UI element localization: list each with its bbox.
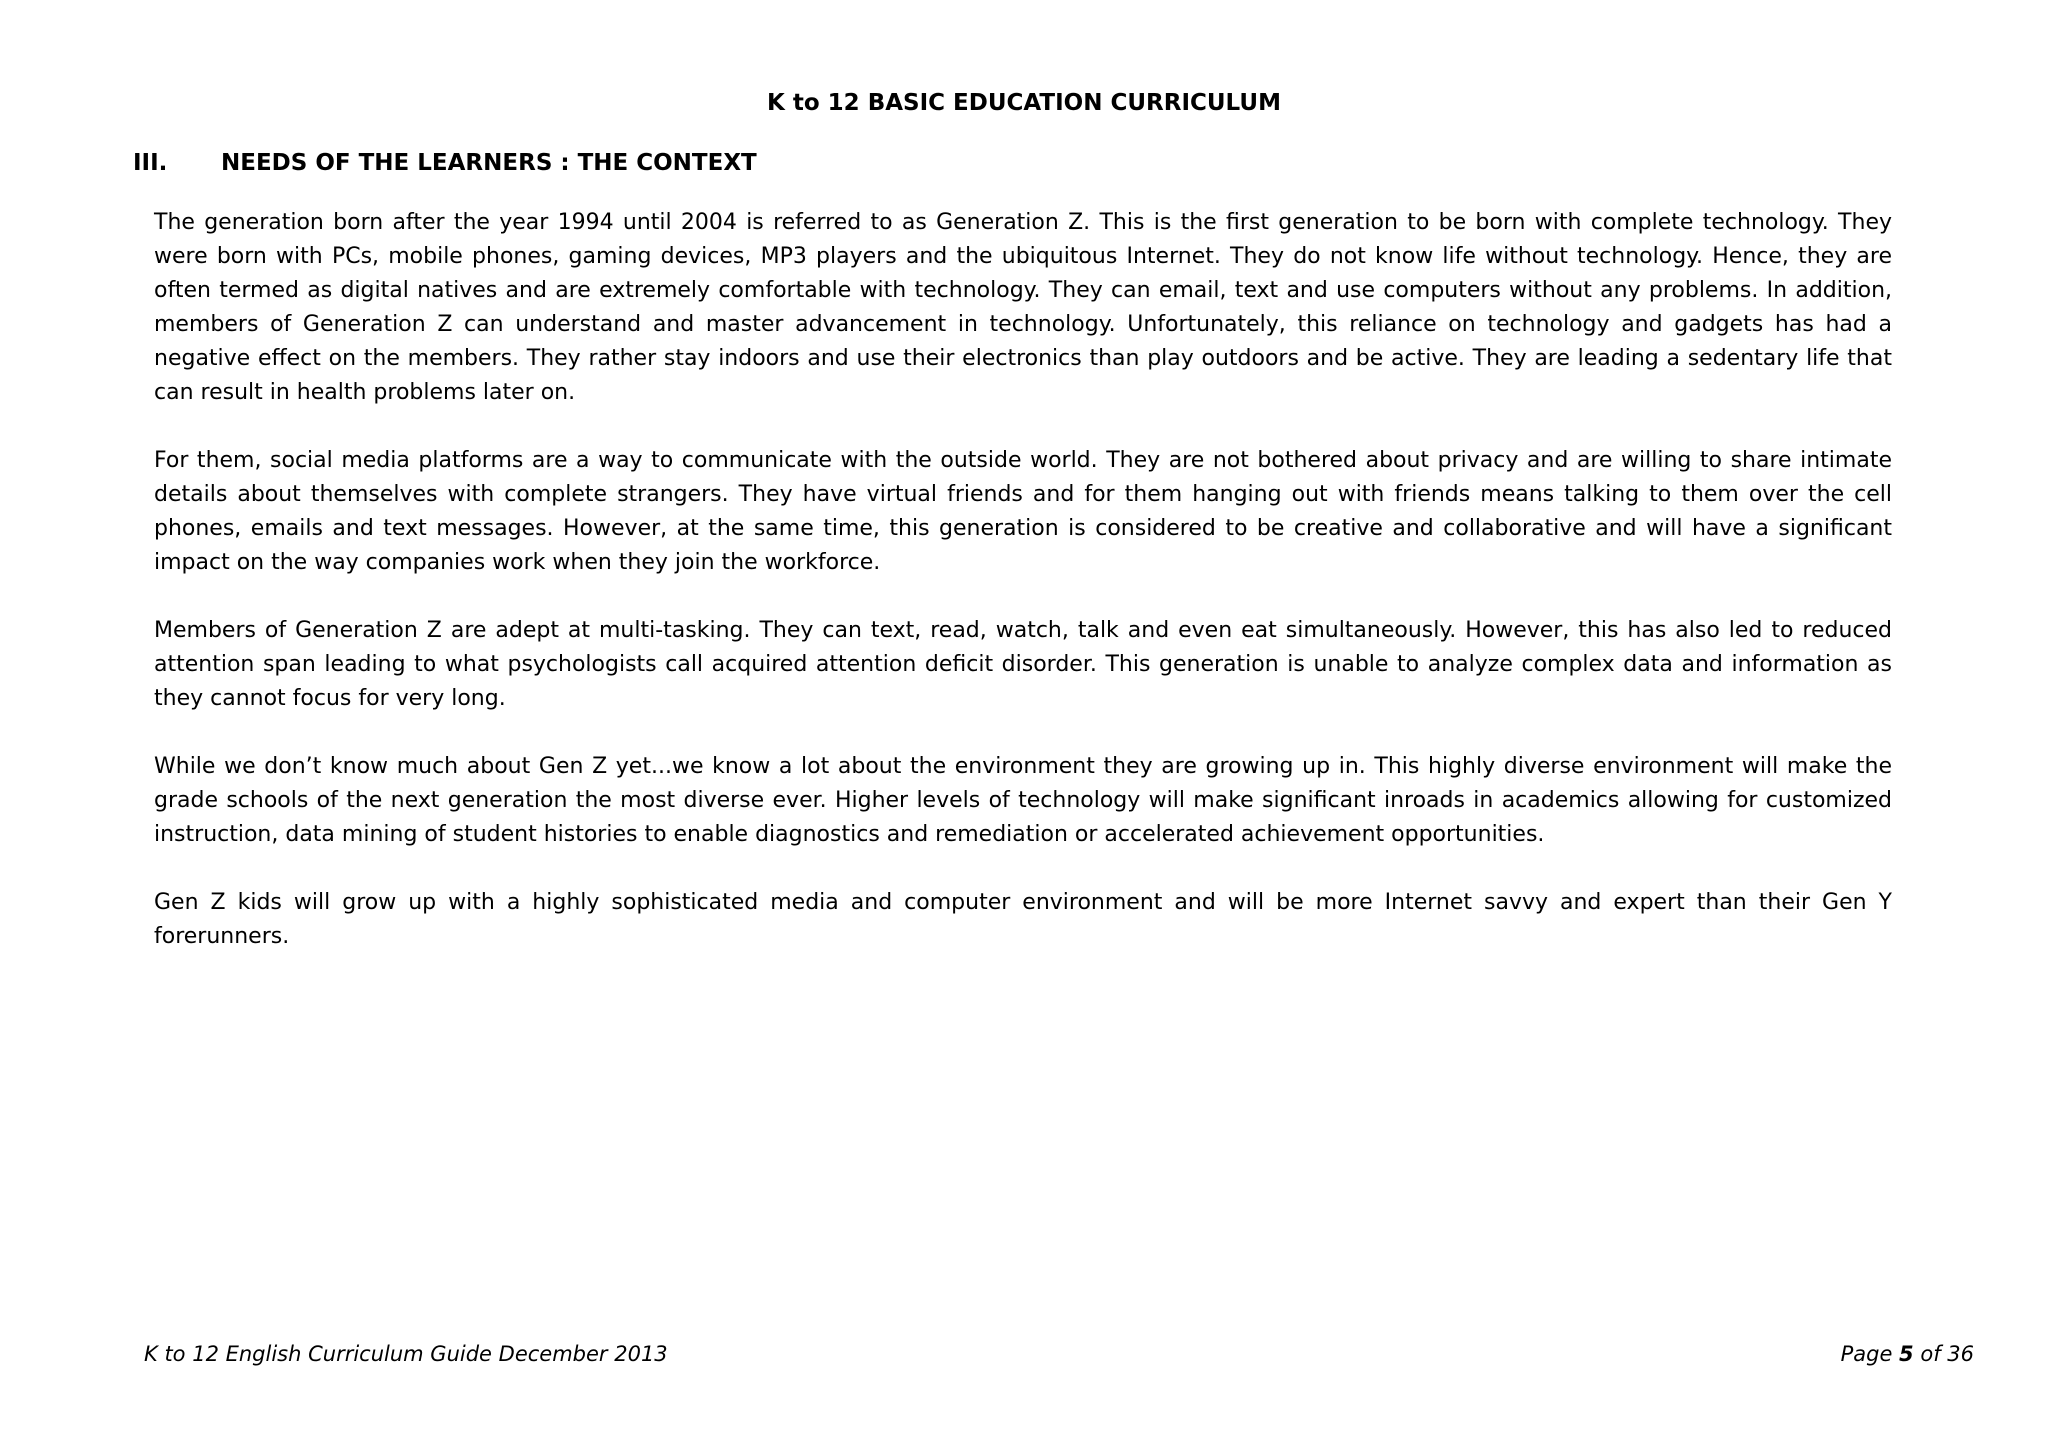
footer-page-indicator [1841,1340,1974,1368]
footer-document-name: K to 12 English Curriculum Guide December 2013 [144,1342,668,1366]
paragraph-3: Members of Generation Z are adept at multi-tasking. They can text, read, watch, talk and even eat simultaneously. However, this has also led to reduced attention span leading to what psychologists call acquired attention deficit disorder. This generation is unable to analyze complex data and information as they cannot focus for very long. [154,618,1892,711]
section-title: NEEDS OF THE LEARNERS : THE CONTEXT [221,150,757,176]
section-number: III. [133,150,168,176]
paragraph-1: The generation born after the year 1994 until 2004 is referred to as Generation Z. This is the first generation to be born with complete technology. They were born with PCs, mobile phones, gaming devices, MP3 players and the ubiquitous Internet. They do not know life without technology. Hence, they are often termed as digital natives and are extremely comfortable with technology. They can email, text and use computers without any problems. In addition, members of Generation Z can understand and master advancement in technology. Unfortunately, this reliance on technology and gadgets has had a negative effect on the members. They rather stay indoors and use their electronics than play outdoors and be active. They are leading a sedentary life that can result in health problems later on. [154,210,1892,405]
section-heading [133,148,757,178]
paragraph-2: For them, social media platforms are a way to communicate with the outside world. They are not bothered about privacy and are willing to share intimate details about themselves with complete strangers. They have virtual friends and for them hanging out with friends means talking to them over the cell phones, emails and text messages. However, at the same time, this generation is considered to be creative and collaborative and will have a significant impact on the way companies work when they join the workforce. [154,448,1892,575]
paragraph-4: While we don’t know much about Gen Z yet...we know a lot about the environment they are growing up in. This highly diverse environment will make the grade schools of the next generation the most diverse ever. Higher levels of technology will make significant inroads in academics allowing for customized instruction, data mining of student histories to enable diagnostics and remediation or accelerated achievement opportunities. [154,754,1892,847]
page-suffix: of 36 [1913,1342,1974,1366]
paragraph-5: Gen Z kids will grow up with a highly sophisticated media and computer environment and will be more Internet savvy and expert than their Gen Y forerunners. [154,890,1892,949]
document-title: K to 12 BASIC EDUCATION CURRICULUM [767,90,1281,116]
page-prefix: Page [1840,1342,1900,1366]
page-number: 5 [1899,1342,1914,1366]
body-text [154,206,1892,988]
